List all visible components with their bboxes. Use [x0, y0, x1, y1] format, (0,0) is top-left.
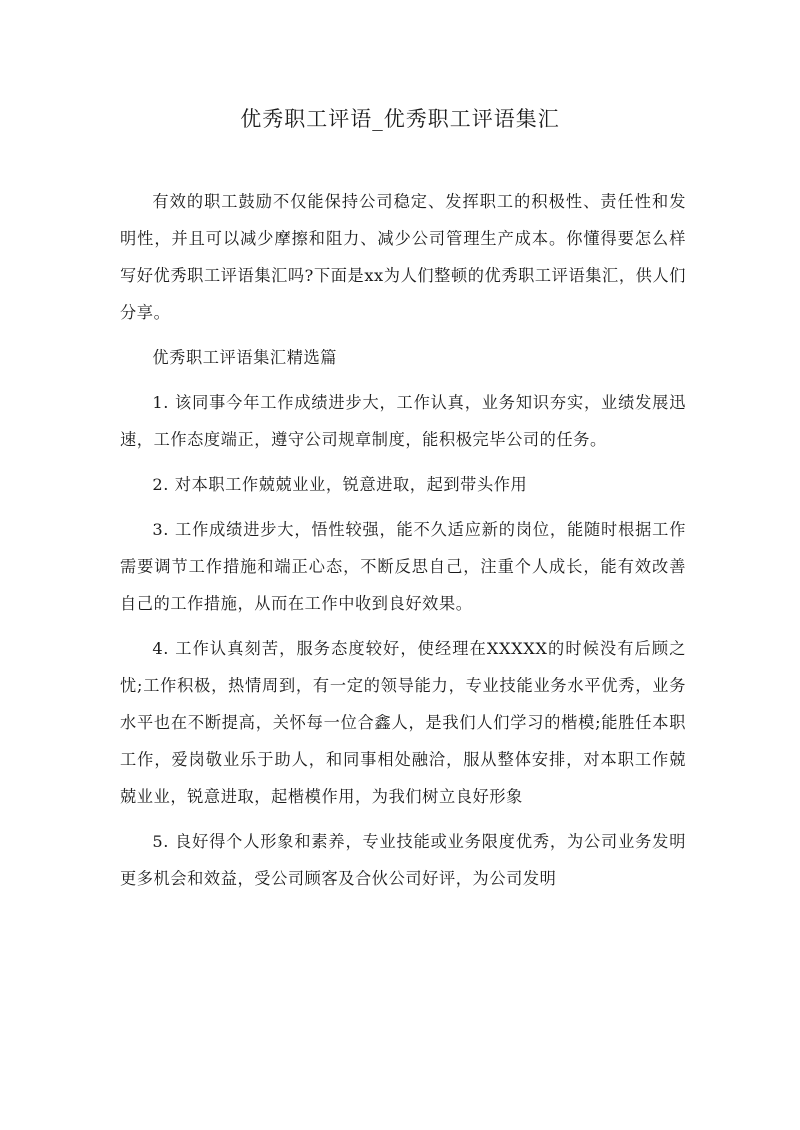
- document-body: [120, 183, 686, 905]
- list-item: 4. 工作认真刻苦，服务态度较好，使经理在XXXXX的时候没有后顾之忧;工作积极，热情周到，有一定的领导能力，专业技能业务水平优秀，业务水平也在不断提高，关怀每一位合鑫人，是我们人们学习的楷模;能胜任本职工作，爱岗敬业乐于助人，和同事相处融洽，服从整体安排，对本职工作兢兢业业，锐意进取，起楷模作用，为我们树立良好形象: [120, 639, 686, 806]
- list-item: 3. 工作成绩进步大，悟性较强，能不久适应新的岗位，能随时根据工作需要调节工作措施和端正心态，不断反思自己，注重个人成长，能有效改善自己的工作措施，从而在工作中收到良好效果。: [120, 520, 686, 613]
- document-title: 优秀职工评语_优秀职工评语集汇: [240, 107, 560, 131]
- list-item: 1. 该同事今年工作成绩进步大，工作认真，业务知识夯实，业绩发展迅速，工作态度端正，遵守公司规章制度，能积极完毕公司的任务。: [120, 393, 686, 449]
- section-heading: 优秀职工评语集汇精选篇: [152, 348, 338, 367]
- list-item: 5. 良好得个人形象和素养，专业技能或业务限度优秀，为公司业务发明更多机会和效益，受公司顾客及合伙公司好评，为公司发明: [120, 832, 686, 888]
- intro-paragraph: 有效的职工鼓励不仅能保持公司稳定、发挥职工的积极性、责任性和发明性，并且可以减少摩擦和阻力、减少公司管理生产成本。你懂得要怎么样写好优秀职工评语集汇吗?下面是xx为人们整顿的优秀职工评语集汇，供人们分享。: [120, 192, 686, 322]
- list-item: 2. 对本职工作兢兢业业，锐意进取，起到带头作用: [152, 475, 528, 494]
